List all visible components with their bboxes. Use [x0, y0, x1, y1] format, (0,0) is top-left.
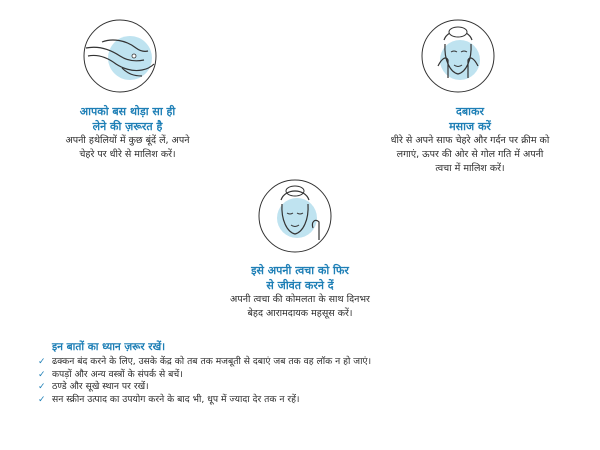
- step-heading: [40, 104, 215, 134]
- check-icon: ✓: [38, 394, 46, 405]
- step-description-line: चेहरे पर धीरे से मालिश करें।: [79, 149, 176, 160]
- step-description-line: बेहद आरामदायक महसूस करें।: [247, 308, 353, 319]
- check-icon: ✓: [38, 357, 46, 367]
- step-heading: [200, 263, 400, 293]
- step-description-line: धीरे से अपने साफ चेहरे और गर्दन पर क्रीम को: [390, 135, 550, 146]
- step-description-line: लगाएं, ऊपर की ओर से गोल गति में अपनी: [396, 149, 544, 160]
- face-massage-icon: [420, 18, 496, 94]
- check-icon: ✓: [38, 369, 46, 380]
- tips-list: [38, 356, 578, 406]
- step-description: [40, 134, 215, 162]
- tip-item: [38, 356, 578, 369]
- step-description-line: अपनी त्वचा की कोमलता के साथ दिनभर: [230, 294, 370, 305]
- step-description: [200, 293, 400, 321]
- check-icon: ✓: [38, 382, 46, 393]
- tip-text: ढक्कन बंद करने के लिए, उसके केंद्र को तब तक मजबूती से दबाएं जब तक वह लॉक न हो जाएं।: [52, 356, 372, 367]
- hand-cream-icon: [82, 18, 158, 94]
- tip-item: [38, 394, 578, 407]
- tip-text: कपड़ों और अन्य वस्त्रों के संपर्क से बचें।: [52, 368, 183, 380]
- face-relax-icon: [257, 178, 333, 254]
- tips-section: [38, 340, 578, 406]
- step-description: [362, 134, 578, 176]
- tip-item: [38, 369, 578, 382]
- step-heading-line: आपको बस थोड़ा सा ही: [79, 105, 176, 118]
- step-rejuvenate: [200, 263, 400, 321]
- step-heading-line: लेने की ज़रूरत है: [92, 120, 163, 133]
- step-take-little: [40, 104, 215, 162]
- step-heading: [362, 104, 578, 134]
- tip-text: सन स्क्रीन उत्पाद का उपयोग करने के बाद भी, धूप में ज्यादा देर तक न रहें।: [52, 393, 300, 405]
- step-heading-line: से जीवंत करने दें: [266, 279, 334, 292]
- step-heading-line: दबाकर: [456, 105, 484, 118]
- step-heading-line: मसाज करें: [449, 120, 491, 133]
- step-heading-line: इसे अपनी त्वचा को फिर: [251, 264, 349, 277]
- tip-text: ठण्डे और सूखे स्थान पर रखें।: [52, 381, 149, 393]
- step-press-massage: [362, 104, 578, 176]
- step-description-line: अपनी हथेलियों में कुछ बूंदें लें, अपने: [65, 135, 190, 146]
- tip-item: [38, 381, 578, 394]
- step-description-line: त्वचा में मालिश करें।: [435, 163, 505, 174]
- tips-title: इन बातों का ध्यान ज़रूर रखें।: [52, 341, 166, 353]
